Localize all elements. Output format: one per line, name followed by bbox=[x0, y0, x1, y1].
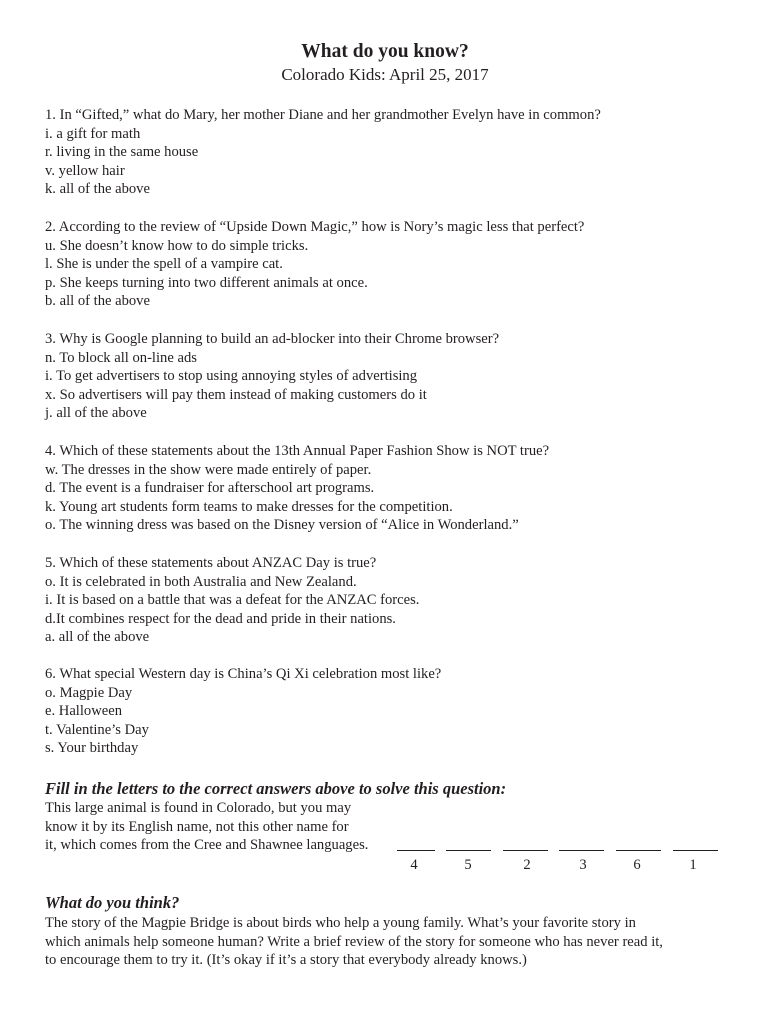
puzzle-line: it, which comes from the Cree and Shawnee languages. bbox=[45, 837, 369, 854]
answer-blank[interactable] bbox=[673, 850, 718, 851]
question-text: 6. What special Western day is China’s Qi Xi celebration most like? bbox=[45, 666, 442, 682]
blank-number: 4 bbox=[410, 857, 418, 873]
answer-option: u. She doesn’t know how to do simple tricks. bbox=[45, 237, 309, 254]
question-3 bbox=[45, 330, 745, 423]
answer-option: a. all of the above bbox=[45, 629, 150, 646]
think-line: to encourage them to try it. (It’s okay if it’s a story that everybody already knows.) bbox=[45, 952, 527, 969]
answer-option: w. The dresses in the show were made entirely of paper. bbox=[45, 461, 372, 478]
blank-number: 6 bbox=[633, 857, 641, 873]
question-1 bbox=[45, 106, 745, 199]
answer-option: i. To get advertisers to stop using annoying styles of advertising bbox=[45, 368, 418, 385]
page-subtitle: Colorado Kids: April 25, 2017 bbox=[281, 65, 489, 84]
answer-option: j. all of the above bbox=[45, 405, 147, 422]
answer-blank[interactable] bbox=[397, 850, 435, 851]
question-text: 4. Which of these statements about the 13th Annual Paper Fashion Show is NOT true? bbox=[45, 443, 550, 459]
question-text: 5. Which of these statements about ANZAC Day is true? bbox=[45, 555, 377, 571]
question-4 bbox=[45, 442, 745, 535]
answer-blank[interactable] bbox=[503, 850, 548, 851]
puzzle-line: know it by its English name, not this other name for bbox=[45, 818, 349, 835]
question-text: 2. According to the review of “Upside Down Magic,” how is Nory’s magic less that perfect? bbox=[45, 219, 585, 235]
answer-option: p. She keeps turning into two different animals at once. bbox=[45, 274, 368, 291]
answer-option: s. Your birthday bbox=[45, 740, 139, 757]
answer-option: d.It combines respect for the dead and pride in their nations. bbox=[45, 610, 396, 627]
page-title: What do you know? bbox=[301, 41, 469, 62]
question-6 bbox=[45, 665, 745, 758]
answer-blank[interactable] bbox=[446, 850, 491, 851]
blank-number: 1 bbox=[689, 857, 697, 873]
puzzle-heading: Fill in the letters to the correct answers above to solve this question: bbox=[45, 779, 507, 798]
blank-number: 3 bbox=[579, 857, 587, 873]
answer-option: i. a gift for math bbox=[45, 125, 141, 142]
answer-option: r. living in the same house bbox=[45, 144, 199, 161]
think-line: The story of the Magpie Bridge is about birds who help a young family. What’s your favorite story in bbox=[45, 915, 636, 931]
answer-option: o. The winning dress was based on the Disney version of “Alice in Wonderland.” bbox=[45, 517, 519, 534]
answer-option: x. So advertisers will pay them instead of making customers do it bbox=[45, 386, 427, 403]
answer-option: i. It is based on a battle that was a defeat for the ANZAC forces. bbox=[45, 592, 420, 609]
question-5 bbox=[45, 554, 745, 647]
answer-option: k. all of the above bbox=[45, 181, 150, 198]
puzzle-line: This large animal is found in Colorado, but you may bbox=[45, 800, 352, 816]
question-2 bbox=[45, 218, 745, 311]
blank-number: 5 bbox=[464, 857, 472, 873]
answer-option: o. It is celebrated in both Australia and New Zealand. bbox=[45, 573, 357, 590]
blank-number: 2 bbox=[523, 857, 531, 873]
answer-option: t. Valentine’s Day bbox=[45, 721, 149, 738]
answer-option: k. Young art students form teams to make dresses for the competition. bbox=[45, 498, 453, 515]
answer-option: o. Magpie Day bbox=[45, 684, 133, 701]
answer-option: l. She is under the spell of a vampire cat. bbox=[45, 256, 283, 273]
think-prompt bbox=[45, 914, 735, 970]
answer-blank[interactable] bbox=[559, 850, 604, 851]
answer-blank[interactable] bbox=[616, 850, 661, 851]
think-heading: What do you think? bbox=[45, 893, 180, 912]
answer-option: d. The event is a fundraiser for afterschool art programs. bbox=[45, 480, 375, 497]
question-text: 3. Why is Google planning to build an ad-blocker into their Chrome browser? bbox=[45, 331, 500, 347]
answer-option: b. all of the above bbox=[45, 293, 150, 310]
answer-option: v. yellow hair bbox=[45, 162, 125, 179]
answer-option: e. Halloween bbox=[45, 703, 122, 720]
answer-option: n. To block all on-line ads bbox=[45, 349, 197, 366]
puzzle-text bbox=[45, 799, 445, 855]
question-text: 1. In “Gifted,” what do Mary, her mother Diane and her grandmother Evelyn have in common? bbox=[45, 107, 601, 123]
think-line: which animals help someone human? Write a brief review of the story for someone who has never read it, bbox=[45, 933, 663, 950]
